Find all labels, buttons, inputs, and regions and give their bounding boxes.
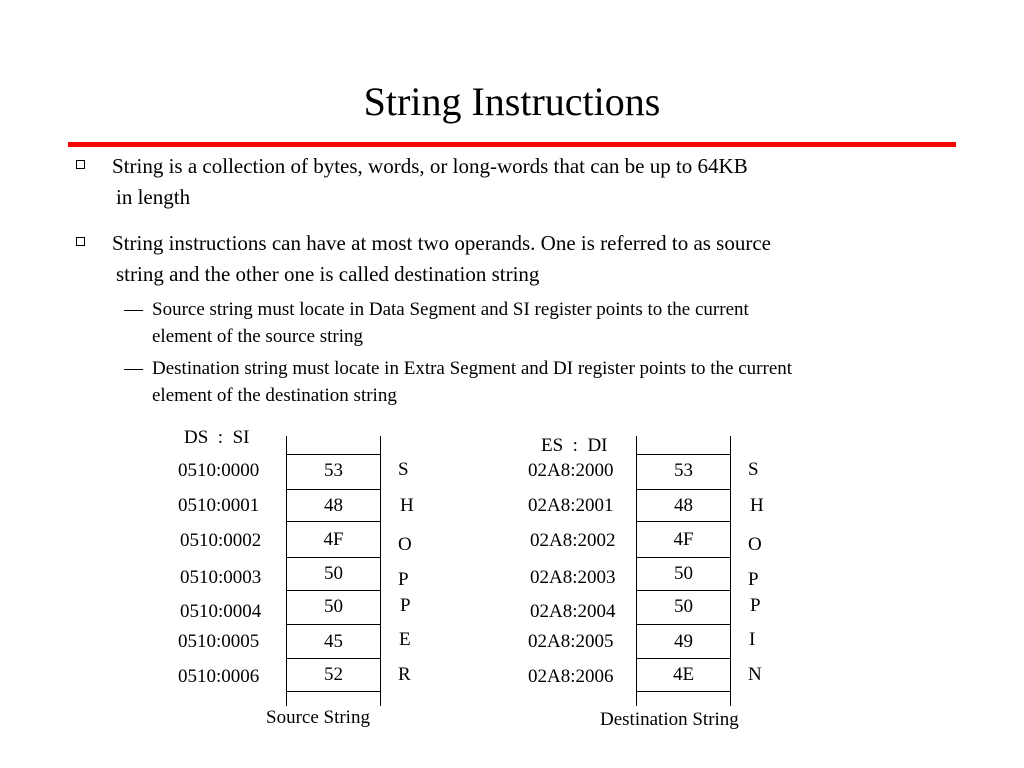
destination-address: 02A8:2004 bbox=[530, 601, 616, 622]
source-cell-divider bbox=[286, 489, 381, 490]
destination-address: 02A8:2005 bbox=[528, 631, 614, 652]
source-address: 0510:0002 bbox=[180, 530, 262, 551]
source-address: 0510:0000 bbox=[178, 460, 260, 481]
source-byte-value: 50 bbox=[324, 563, 343, 584]
subitem-2-line-2: element of the destination string bbox=[152, 385, 397, 406]
source-byte-value: 45 bbox=[324, 631, 343, 652]
destination-byte-value: 50 bbox=[674, 563, 693, 584]
source-char: H bbox=[400, 495, 414, 516]
square-bullet-icon bbox=[76, 237, 85, 246]
bullet-1-line-2: in length bbox=[116, 185, 191, 209]
destination-cell-divider bbox=[636, 521, 731, 522]
source-char: E bbox=[399, 629, 411, 650]
destination-byte-value: 4E bbox=[672, 664, 695, 685]
source-cell-divider bbox=[286, 557, 381, 558]
source-byte-value: 50 bbox=[324, 596, 343, 617]
source-address: 0510:0006 bbox=[178, 666, 260, 687]
destination-char: S bbox=[748, 459, 759, 480]
source-byte-value: 53 bbox=[324, 460, 343, 481]
source-column-right-border bbox=[380, 436, 381, 706]
subitem-2-dash: — bbox=[124, 358, 143, 379]
source-address: 0510:0001 bbox=[178, 495, 260, 516]
destination-cell-divider bbox=[636, 454, 731, 455]
source-segment-header: DS : SI bbox=[184, 427, 250, 448]
destination-char: N bbox=[748, 664, 762, 685]
destination-byte-value: 49 bbox=[674, 631, 693, 652]
source-char: O bbox=[398, 534, 412, 555]
destination-address: 02A8:2002 bbox=[530, 530, 616, 551]
destination-cell-divider bbox=[636, 658, 731, 659]
subitem-1-dash: — bbox=[124, 299, 143, 320]
destination-byte-value: 53 bbox=[674, 460, 693, 481]
subitem-1-line-2: element of the source string bbox=[152, 326, 364, 347]
source-address: 0510:0003 bbox=[180, 567, 262, 588]
destination-address: 02A8:2000 bbox=[528, 460, 614, 481]
bullet-1-line-1: String is a collection of bytes, words, or long-words that can be up to 64KB bbox=[112, 154, 748, 178]
source-cell-divider bbox=[286, 521, 381, 522]
source-cell-divider bbox=[286, 624, 381, 625]
destination-byte-value: 48 bbox=[674, 495, 693, 516]
source-char: P bbox=[400, 595, 411, 616]
bullet-2-line-1: String instructions can have at most two operands. One is referred to as source bbox=[112, 231, 771, 255]
subitem-2-line-1: Destination string must locate in Extra Segment and DI register points to the current bbox=[152, 358, 793, 379]
source-cell-divider bbox=[286, 454, 381, 455]
source-byte-value: 48 bbox=[324, 495, 343, 516]
destination-cell-divider bbox=[636, 691, 731, 692]
destination-address: 02A8:2006 bbox=[528, 666, 614, 687]
destination-byte-value: 50 bbox=[674, 596, 693, 617]
source-address: 0510:0004 bbox=[180, 601, 262, 622]
source-byte-value: 4F bbox=[323, 529, 344, 550]
destination-char: I bbox=[749, 629, 756, 650]
page-title: String Instructions bbox=[363, 79, 661, 124]
destination-column-right-border bbox=[730, 436, 731, 706]
source-byte-value: 52 bbox=[324, 664, 343, 685]
destination-string-caption: Destination String bbox=[600, 709, 739, 730]
destination-segment-header: ES : DI bbox=[541, 435, 608, 456]
source-string-caption: Source String bbox=[266, 707, 370, 728]
source-cell-divider bbox=[286, 590, 381, 591]
source-char: R bbox=[398, 664, 411, 685]
bullet-2-line-2: string and the other one is called destination string bbox=[116, 262, 540, 286]
destination-cell-divider bbox=[636, 624, 731, 625]
subitem-1-line-1: Source string must locate in Data Segment and SI register points to the current bbox=[152, 299, 749, 320]
destination-address: 02A8:2003 bbox=[530, 567, 616, 588]
title-divider bbox=[68, 142, 956, 147]
source-cell-divider bbox=[286, 658, 381, 659]
square-bullet-icon bbox=[76, 160, 85, 169]
destination-char: H bbox=[750, 495, 764, 516]
source-cell-divider bbox=[286, 691, 381, 692]
destination-cell-divider bbox=[636, 590, 731, 591]
destination-char: O bbox=[748, 534, 762, 555]
destination-char: P bbox=[750, 595, 761, 616]
destination-byte-value: 4F bbox=[673, 529, 694, 550]
source-address: 0510:0005 bbox=[178, 631, 260, 652]
source-char: S bbox=[398, 459, 409, 480]
destination-cell-divider bbox=[636, 557, 731, 558]
destination-address: 02A8:2001 bbox=[528, 495, 614, 516]
destination-cell-divider bbox=[636, 489, 731, 490]
source-char: P bbox=[398, 569, 409, 590]
destination-char: P bbox=[748, 569, 759, 590]
